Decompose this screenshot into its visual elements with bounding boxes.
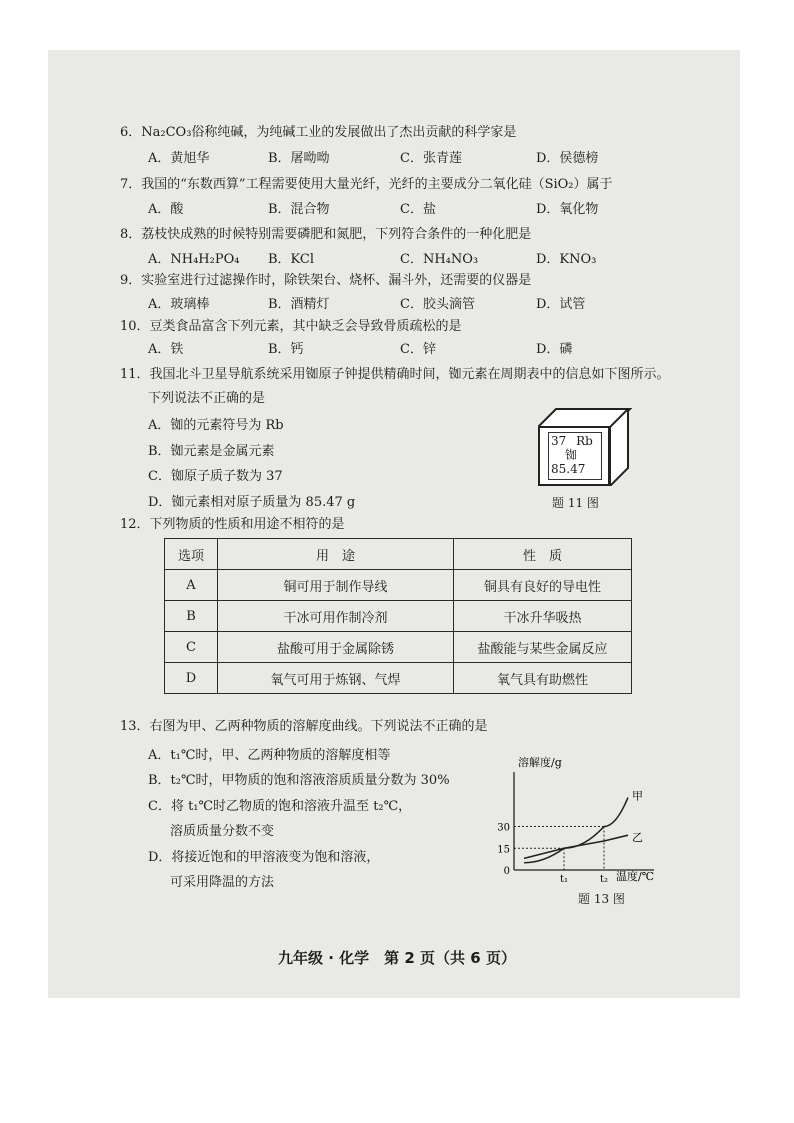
q10-option-a: A．铁 (148, 342, 184, 357)
q9-option-c: C．胶头滴管 (400, 297, 475, 312)
table-row (165, 570, 632, 601)
q13-option-c: C．将 t₁℃时乙物质的饱和溶液升温至 t₂℃， (148, 799, 412, 814)
element-name: 铷 (565, 448, 578, 462)
row-use: 盐酸可用于金属除锈 (218, 632, 454, 663)
row-property: 氧气具有助燃性 (454, 663, 632, 694)
row-use: 氧气可用于炼钢、气焊 (218, 663, 454, 694)
q12-stem: 12．下列物质的性质和用途不相符的是 (120, 517, 345, 532)
q13-option-b: B．t₂℃时，甲物质的饱和溶液溶质质量分数为 30% (148, 773, 450, 788)
atomic-mass: 85.47 (551, 462, 586, 476)
atomic-number: 37 (551, 434, 567, 448)
x-tick-label: t₁ (559, 874, 569, 884)
series-curve-jia (524, 798, 628, 863)
rubidium-element-cell (534, 408, 634, 486)
q8-option-a: A．NH₄H₂PO₄ (148, 252, 240, 267)
row-property: 铜具有良好的导电性 (454, 570, 632, 601)
q6-option-d: D．侯德榜 (536, 151, 599, 166)
q13-option-d: D．将接近饱和的甲溶液变为饱和溶液， (148, 850, 380, 865)
q13-option-d-cont: 可采用降温的方法 (170, 875, 275, 890)
q6-stem: 6．Na₂CO₃俗称纯碱，为纯碱工业的发展做出了杰出贡献的科学家是 (120, 125, 517, 140)
q8-option-c: C．NH₄NO₃ (400, 252, 479, 267)
q6-option-c: C．张青莲 (400, 151, 462, 166)
q13-stem: 13．右图为甲、乙两种物质的溶解度曲线。下列说法不正确的是 (120, 719, 488, 734)
element-info-box (548, 432, 602, 480)
q9-option-b: B．酒精灯 (268, 297, 330, 312)
row-option: A (165, 570, 218, 601)
q11-stem-2: 下列说法不正确的是 (148, 391, 266, 406)
solubility-chart (494, 752, 670, 884)
header-option: 选项 (165, 539, 218, 570)
series-curve-yi (524, 835, 628, 858)
y-tick-label: 0 (503, 866, 510, 877)
q7-stem: 7．我国的“东数西算”工程需要使用大量光纤，光纤的主要成分二氧化硅（SiO₂）属于 (120, 177, 613, 192)
q11-option-a: A．铷的元素符号为 Rb (148, 418, 284, 433)
row-option: D (165, 663, 218, 694)
q9-option-d: D．试管 (536, 297, 586, 312)
row-use: 干冰可用作制冷剂 (218, 601, 454, 632)
figure-11-caption: 题 11 图 (552, 496, 599, 510)
series-label: 甲 (632, 789, 643, 803)
cube-front-face (538, 426, 610, 486)
figure-13-caption: 题 13 图 (578, 892, 625, 906)
q7-option-d: D．氧化物 (536, 202, 599, 217)
q8-option-d: D．KNO₃ (536, 252, 597, 267)
row-property: 干冰升华吸热 (454, 601, 632, 632)
q6-option-a: A．黄旭华 (148, 151, 210, 166)
row-property: 盐酸能与某些金属反应 (454, 632, 632, 663)
q10-option-c: C．锌 (400, 342, 436, 357)
y-tick-label: 30 (497, 822, 510, 834)
q11-option-b: B．铷元素是金属元素 (148, 444, 275, 459)
y-axis-label: 溶解度/g (518, 756, 562, 769)
row-use: 铜可用于制作导线 (218, 570, 454, 601)
row-option: B (165, 601, 218, 632)
table-row (165, 601, 632, 632)
q10-stem: 10．豆类食品富含下列元素，其中缺乏会导致骨质疏松的是 (120, 319, 462, 334)
element-symbol: Rb (576, 434, 593, 448)
q13-option-a: A．t₁℃时，甲、乙两种物质的溶解度相等 (148, 748, 391, 763)
page-footer: 九年级 · 化学 第 2 页（共 6 页） (278, 949, 516, 967)
q9-option-a: A．玻璃棒 (148, 297, 210, 312)
q9-stem: 9．实验室进行过滤操作时，除铁架台、烧杯、漏斗外，还需要的仪器是 (120, 273, 532, 288)
x-axis-label: 温度/℃ (616, 870, 655, 883)
header-property: 性 质 (454, 539, 632, 570)
q7-option-c: C．盐 (400, 202, 436, 217)
q7-option-a: A．酸 (148, 202, 184, 217)
q10-option-d: D．磷 (536, 342, 573, 357)
table-row (165, 663, 632, 694)
q11-stem: 11．我国北斗卫星导航系统采用铷原子钟提供精确时间，铷元素在周期表中的信息如下图所示。 (120, 367, 670, 382)
header-use: 用 途 (218, 539, 454, 570)
q12-table (164, 538, 632, 694)
q11-option-c: C．铷原子质子数为 37 (148, 469, 283, 484)
y-tick-label: 15 (497, 844, 510, 856)
q8-option-b: B．KCl (268, 252, 315, 267)
series-label: 乙 (632, 831, 643, 845)
row-option: C (165, 632, 218, 663)
q11-option-d: D．铷元素相对原子质量为 85.47 g (148, 495, 356, 510)
cube-side (610, 408, 634, 486)
q7-option-b: B．混合物 (268, 202, 330, 217)
x-tick-label: t₂ (599, 874, 609, 884)
table-header-row (165, 539, 632, 570)
q6-option-b: B．屠呦呦 (268, 151, 330, 166)
q10-option-b: B．钙 (268, 342, 304, 357)
q13-option-c-cont: 溶质质量分数不变 (170, 824, 275, 839)
q8-stem: 8．荔枝快成熟的时候特别需要磷肥和氮肥，下列符合条件的一种化肥是 (120, 227, 532, 242)
table-row (165, 632, 632, 663)
